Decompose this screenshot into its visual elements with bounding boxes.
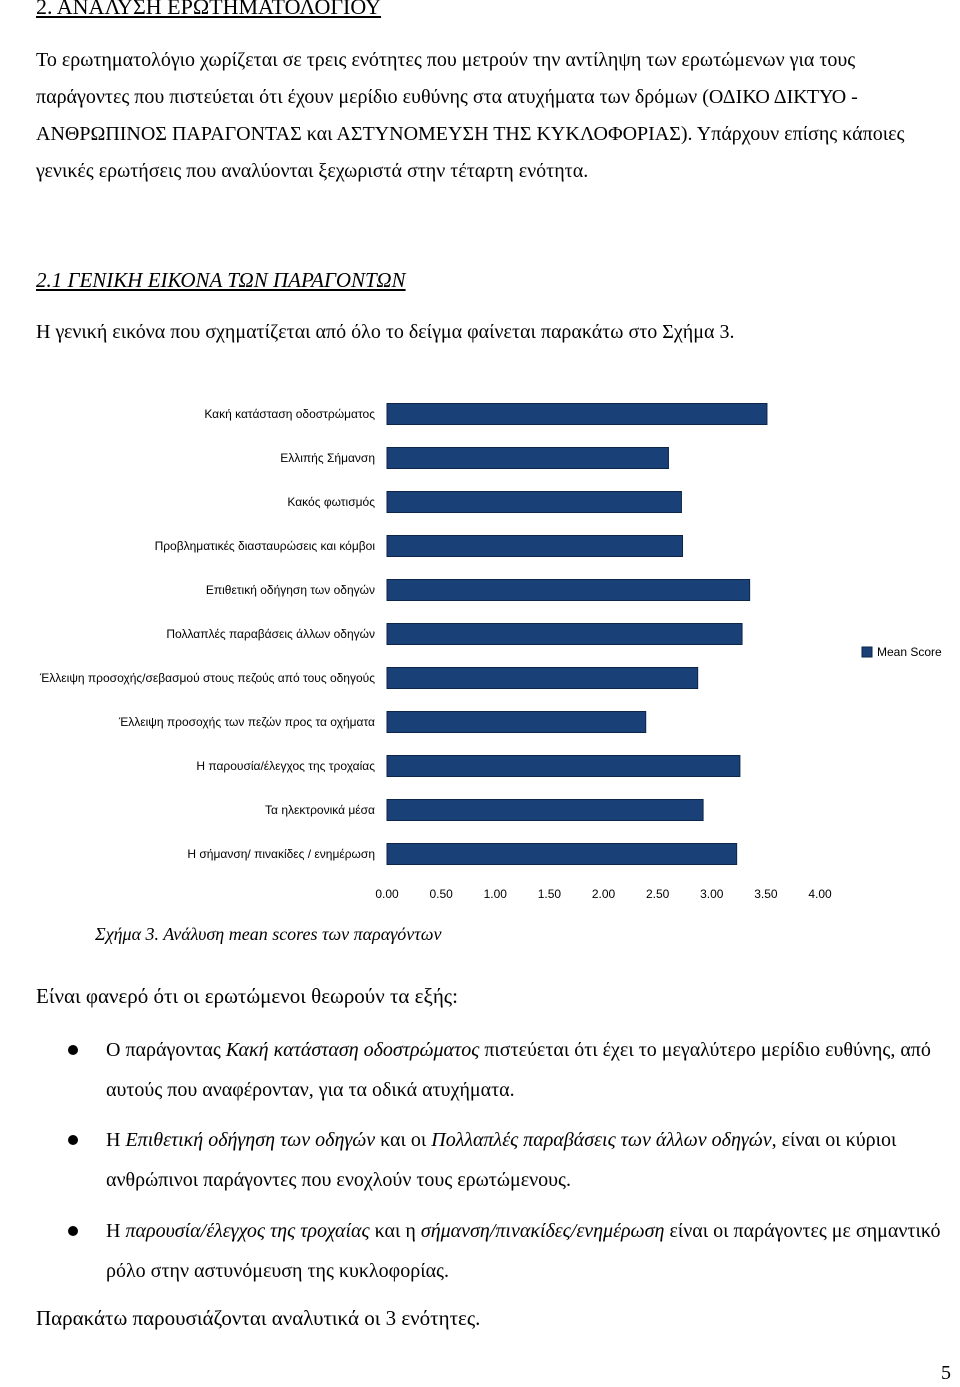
subsection-paragraph: Η γενική εικόνα που σχηματίζεται από όλο το δείγμα φαίνεται παρακάτω στο Σχήμα 3. xyxy=(36,321,735,343)
legend-swatch xyxy=(862,647,872,657)
category-label: Η σήμανση/ πινακίδες / ενημέρωση xyxy=(187,847,375,861)
bullet-dot-icon xyxy=(68,1226,78,1236)
subsection-heading: 2.1 ΓΕΝΙΚΗ ΕΙΚΟΝΑ ΤΩΝ ΠΑΡΑΓΟΝΤΩΝ xyxy=(36,268,406,292)
bar xyxy=(387,800,703,821)
bar xyxy=(387,492,681,513)
category-label: Ελλιπής Σήμανση xyxy=(280,451,375,465)
bar xyxy=(387,756,740,777)
page-number: 5 xyxy=(941,1362,951,1384)
category-label: Κακός φωτισμός xyxy=(287,495,375,509)
bullet-dot-icon xyxy=(68,1135,78,1145)
bar xyxy=(387,844,737,865)
x-tick-label: 1.00 xyxy=(483,887,507,901)
bar xyxy=(387,580,750,601)
conclusion-intro: Είναι φανερό ότι οι ερωτώμενοι θεωρούν τα εξής: xyxy=(36,984,458,1008)
bar xyxy=(387,712,646,733)
x-tick-label: 4.00 xyxy=(808,887,832,901)
bar xyxy=(387,536,683,557)
x-tick-label: 3.50 xyxy=(754,887,778,901)
category-label: Κακή κατάσταση οδοστρώματος xyxy=(204,407,375,421)
intro-paragraph: Το ερωτηματολόγιο χωρίζεται σε τρεις ενότητες που μετρούν την αντίληψη των ερωτώμενων για τους παράγοντες που πιστεύεται ότι έχουν μερίδιο ευθύνης στα ατυχήματα των δρόμων (ΟΔΙΚΟ ΔΙΚΤΥΟ - ΑΝΘΡΩΠΙΝΟΣ ΠΑΡΑΓΟΝΤΑΣ και ΑΣΤΥΝΟΜΕΥΣΗ ΤΗΣ ΚΥΚΛΟΦΟΡΙΑΣ). Υπάρχουν επίσης κάποιες γενικές ερωτήσεις που αναλύονται ξεχωριστά στην τέταρτη ενότητα. xyxy=(36,49,905,182)
bullet-item-2: Η Επιθετική οδήγηση των οδηγών και οι Πολλαπλές παραβάσεις των άλλων οδηγών, είναι οι κύριοι ανθρώπινοι παράγοντες που ενοχλούν τους ερωτώμενους. xyxy=(106,1129,897,1191)
bar xyxy=(387,448,668,469)
bullet-item-1: Ο παράγοντας Κακή κατάσταση οδοστρώματος πιστεύεται ότι έχει το μεγαλύτερο μερίδιο ευθύνης, από αυτούς που αναφέρονταν, για τα οδικά ατυχήματα. xyxy=(106,1039,931,1101)
category-label: Επιθετική οδήγηση των οδηγών xyxy=(205,583,375,597)
bullet-dot-icon xyxy=(68,1045,78,1055)
x-tick-label: 3.00 xyxy=(700,887,724,901)
category-label: Πολλαπλές παραβάσεις άλλων οδηγών xyxy=(166,627,375,641)
x-tick-label: 1.50 xyxy=(537,887,562,901)
category-label: Έλλειψη προσοχής/σεβασμού στους πεζούς από τους οδηγούς xyxy=(39,671,375,685)
figure-caption: Σχήμα 3. Ανάλυση mean scores των παραγόντων xyxy=(95,924,442,944)
category-label: Η παρουσία/έλεγχος της τροχαίας xyxy=(196,759,375,773)
bar xyxy=(387,404,767,425)
x-tick-label: 2.00 xyxy=(591,887,616,901)
bar xyxy=(387,624,742,645)
bar xyxy=(387,668,698,689)
category-label: Τα ηλεκτρονικά μέσα xyxy=(265,803,375,817)
x-tick-label: 2.50 xyxy=(645,887,670,901)
legend-label: Mean Score xyxy=(877,645,942,659)
x-tick-label: 0.50 xyxy=(429,887,453,901)
closing-sentence: Παρακάτω παρουσιάζονται αναλυτικά οι 3 ενότητες. xyxy=(36,1306,481,1330)
bullet-item-3: Η παρουσία/έλεγχος της τροχαίας και η σήμανση/πινακίδες/ενημέρωση είναι οι παράγοντες με σημαντικό ρόλο στην αστυνόμευση της κυκλοφορίας. xyxy=(106,1220,941,1282)
category-label: Προβληματικές διασταυρώσεις και κόμβοι xyxy=(154,539,375,553)
mean-score-bar-chart xyxy=(0,390,960,910)
category-label: Έλλειψη προσοχής των πεζών προς τα οχήματα xyxy=(118,715,375,729)
section-heading: 2. ΑΝΑΛΥΣΗ ΕΡΩΤΗΜΑΤΟΛΟΓΙΟΥ xyxy=(36,0,382,19)
x-tick-label: 0.00 xyxy=(375,887,399,901)
